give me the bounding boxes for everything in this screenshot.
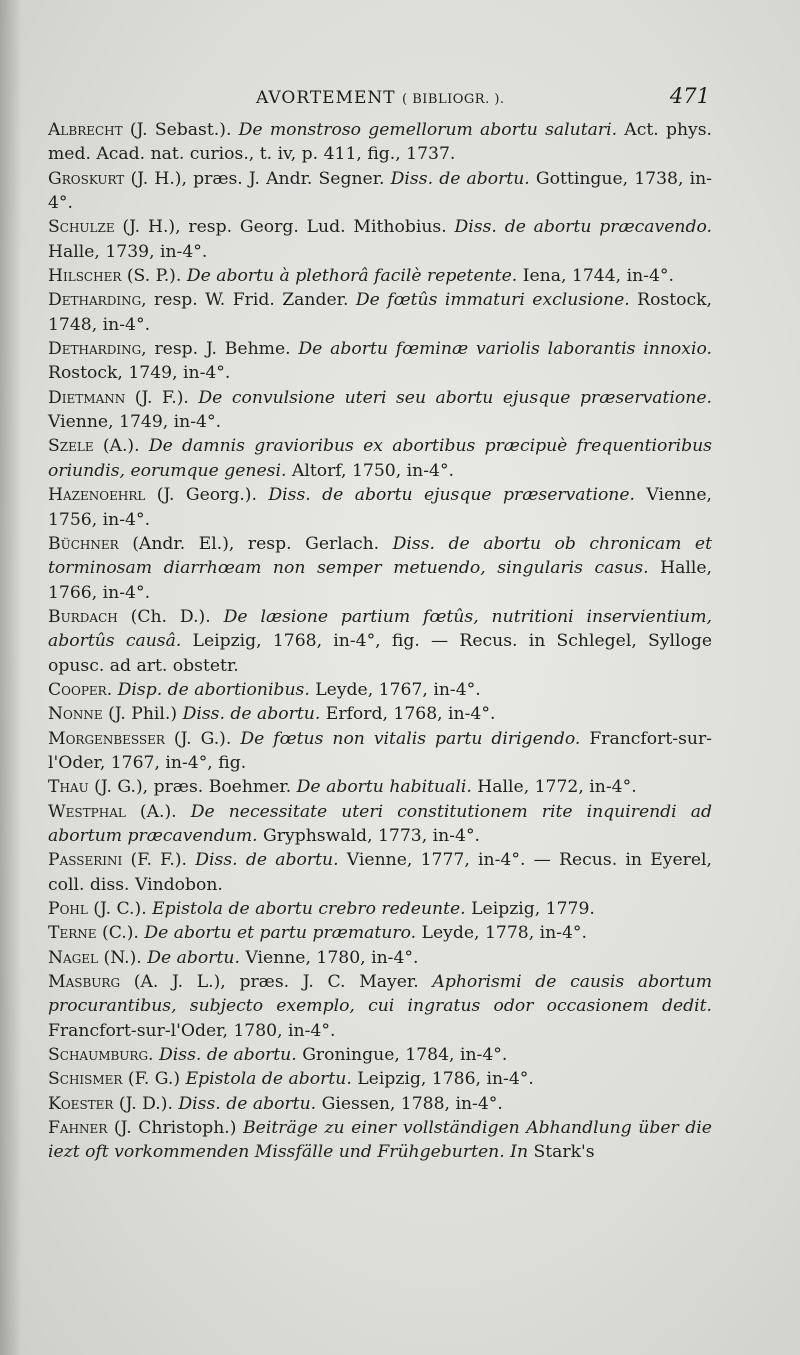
entry-title: De læsione partium fœtûs, nutritioni inservientium, abortûs causâ. (48, 606, 712, 652)
entry-author: Detharding (48, 290, 142, 311)
entry-title: Epistola de abortu crebro redeunte. (152, 899, 466, 919)
entry-publication: Leipzig, 1768, in-4°, fig. — Recus. in Schlegel, Sylloge opusc. ad art. obstetr. (48, 631, 712, 676)
entry-author-details: . (106, 679, 118, 700)
entry-author-details: (J. H.), resp. Georg. Lud. Mithobius. (114, 217, 455, 238)
entry-title: Diss. de abortu. (195, 850, 339, 871)
page-number: 471 (669, 84, 710, 108)
entry-title: Diss. de abortu præcavendo. (454, 217, 712, 238)
bibliography-entry (48, 775, 712, 799)
entry-title: Diss. de abortu. (158, 1045, 297, 1066)
entry-title: De abortu. (147, 947, 240, 968)
entry-publication: Stark's (528, 1142, 595, 1163)
entry-publication: Leipzig, 1786, in-4°. (351, 1069, 534, 1090)
entry-publication: Vienne, 1756, in-4°. (48, 485, 712, 530)
entry-author-details: (A.). (93, 436, 149, 457)
entry-author: Pohl (48, 899, 88, 919)
entry-publication: Halle, 1766, in-4°. (48, 558, 712, 603)
entry-author: Hazenoehrl (48, 485, 146, 506)
entry-publication: Gryphswald, 1773, in-4°. (257, 825, 481, 846)
entry-title: Aphorismi de causis abortum procurantibus, subjecto exemplo, cui ingratus odor occasionem dedit. (48, 972, 712, 1017)
entry-author-details: (Ch. D.). (117, 606, 224, 627)
entry-author-details: . (148, 1045, 159, 1066)
entry-author-details: (J. Georg.). (145, 485, 269, 506)
entry-author-details: (N.). (98, 947, 148, 968)
entry-title: Disp. de abortionibus. (117, 679, 310, 700)
bibliography-entry (48, 118, 712, 167)
entry-author: Groskurt (48, 168, 125, 189)
entry-title: De abortu habituali. (296, 777, 472, 798)
entry-publication: Gottingue, 1738, in-4°. (48, 168, 712, 214)
entry-publication: Rostock, 1749, in-4°. (48, 363, 231, 384)
bibliography-entry (48, 337, 712, 386)
entry-publication: Erford, 1768, in-4°. (320, 704, 496, 725)
running-title-main: AVORTEMENT (256, 88, 396, 108)
entry-author: Albrecht (48, 120, 123, 140)
entry-title: De fœtus non vitalis partu dirigendo. (240, 728, 581, 749)
entry-title: Diss. de abortu. (182, 704, 321, 725)
bibliography-entry (48, 434, 712, 483)
running-title (256, 88, 505, 108)
entry-author-details: , resp. W. Frid. Zander. (141, 290, 356, 311)
bibliography-entry (48, 702, 712, 726)
entry-title: De abortu fœminæ variolis laborantis innoxio. (298, 339, 712, 360)
entry-author-details: (J. G.), præs. Boehmer. (88, 777, 297, 798)
bibliography-entry (48, 167, 712, 216)
entry-title: De convulsione uteri seu abortu ejusque præservatione. (198, 387, 712, 408)
running-title-subtitle: ( BIBLIOGR. ). (402, 92, 505, 107)
entry-author-details: (J. D.). (113, 1093, 179, 1114)
entry-title: Epistola de abortu. (185, 1069, 352, 1090)
entry-publication: Francfort-sur-l'Oder, 1767, in-4°, fig. (48, 728, 712, 773)
entry-title: De abortu et partu præmaturo. (144, 923, 417, 944)
entry-publication: Groningue, 1784, in-4°. (296, 1045, 508, 1066)
entry-author: Terne (48, 923, 97, 944)
entry-publication: Vienne, 1780, in-4°. (239, 947, 419, 968)
entry-publication: Halle, 1772, in-4°. (471, 777, 637, 798)
binding-shadow (0, 0, 22, 1355)
bibliography-entry (48, 946, 712, 970)
bibliography-entry (48, 897, 712, 921)
entry-author: Burdach (48, 606, 118, 627)
entry-author: Schismer (48, 1069, 123, 1090)
bibliography-entry (48, 288, 712, 337)
entry-title: Diss. de abortu ejusque præservatione. (268, 485, 636, 506)
entry-author-details: (J. H.), præs. J. Andr. Segner. (124, 168, 391, 189)
entry-author-details: (J. Christoph.) (107, 1118, 244, 1139)
bibliography-entry (48, 386, 712, 435)
bibliography-entry (48, 1043, 712, 1067)
bibliography-entry (48, 848, 712, 897)
entry-author-details: (J. C.). (87, 899, 153, 919)
entry-publication: Leyde, 1767, in-4°. (309, 679, 481, 700)
entry-title: De necessitate uteri constitutionem rite inquirendi ad abortum præcavendum. (48, 801, 712, 846)
entry-author: Passerini (48, 850, 123, 871)
entry-title: Diss. de abortu. (178, 1093, 317, 1114)
entry-publication: Rostock, 1748, in-4°. (48, 290, 712, 335)
bibliography-entry (48, 215, 712, 264)
entry-author: Cooper (48, 679, 107, 700)
bibliography-entry (48, 264, 712, 288)
entry-author: Schaumburg (48, 1045, 149, 1066)
entry-publication: Vienne, 1749, in-4°. (48, 412, 222, 433)
entry-title: De abortu à plethorâ facilè repetente. (186, 266, 518, 287)
entry-author: Büchner (48, 533, 119, 554)
entry-author: Nagel (48, 947, 99, 968)
entry-author-details: (A.). (125, 801, 191, 822)
bibliography-list (48, 118, 712, 1165)
entry-author: Fahner (48, 1118, 108, 1139)
entry-author-details: (J. Phil.) (102, 704, 183, 725)
entry-publication: Halle, 1739, in-4°. (48, 241, 208, 262)
entry-author-details: (Andr. El.), resp. Gerlach. (118, 533, 393, 554)
entry-author-details: (C.). (96, 923, 145, 944)
entry-title: De damnis gravioribus ex abortibus præcipuè frequentioribus oriundis, eorumque genesi. (48, 436, 712, 481)
entry-author: Thau (48, 777, 89, 798)
entry-author-details: (F. F.). (122, 850, 196, 871)
entry-author-details: (J. Sebast.). (122, 120, 239, 140)
entry-author-details: (F. G.) (122, 1069, 186, 1090)
entry-author: Morgenbesser (48, 728, 165, 749)
entry-author: Detharding (48, 339, 142, 360)
entry-publication: Altorf, 1750, in-4°. (286, 460, 455, 481)
entry-title: De fœtûs immaturi exclusione. (355, 290, 630, 311)
entry-publication: Leipzig, 1779. (465, 899, 595, 919)
entry-author: Koester (48, 1093, 114, 1114)
bibliography-entry (48, 800, 712, 849)
entry-author: Schulze (48, 217, 115, 238)
entry-title: Diss. de abortu. (390, 168, 530, 189)
entry-author-details: (J. G.). (164, 728, 241, 749)
page-header (48, 86, 712, 116)
bibliography-entry (48, 605, 712, 678)
entry-author: Szele (48, 436, 94, 457)
bibliography-entry (48, 1067, 712, 1091)
entry-publication: Vienne, 1777, in-4°. — Recus. in Eyerel, coll. diss. Vindobon. (48, 850, 712, 895)
entry-title: Beiträge zu einer vollständigen Abhandlung über die iezt oft vorkommenden Missfälle und Frühgeburten. In (48, 1118, 712, 1163)
entry-author-details: , resp. J. Behme. (141, 339, 299, 360)
entry-title: Diss. de abortu ob chronicam et torminosam diarrhœam non semper metuendo, singularis casus. (48, 533, 713, 579)
entry-publication: Francfort-sur-l'Oder, 1780, in-4°. (48, 1020, 336, 1041)
entry-publication: Iena, 1744, in-4°. (517, 266, 674, 287)
bibliography-entry (48, 727, 712, 776)
entry-author: Hilscher (48, 266, 122, 287)
bibliography-entry (48, 483, 712, 532)
entry-author: Nonne (48, 704, 103, 725)
entry-author-details: (S. P.). (121, 266, 187, 287)
bibliography-entry (48, 970, 712, 1043)
bibliography-entry (48, 1116, 712, 1165)
bibliography-entry (48, 1092, 712, 1116)
entry-title: De monstroso gemellorum abortu salutari. (238, 120, 618, 140)
entry-publication: Giessen, 1788, in-4°. (316, 1093, 503, 1114)
entry-author-details: (J. F.). (125, 387, 199, 408)
entry-author: Masburg (48, 972, 121, 993)
entry-author: Westphal (48, 801, 126, 822)
entry-author-details: (A. J. L.), præs. J. C. Mayer. (120, 972, 433, 993)
bibliography-entry (48, 532, 712, 605)
bibliography-entry (48, 921, 712, 945)
entry-publication: Leyde, 1778, in-4°. (416, 923, 587, 944)
entry-publication: Act. phys. med. Acad. nat. curios., t. iv, p. 411, fig., 1737. (48, 120, 713, 165)
entry-author: Dietmann (48, 387, 126, 408)
bibliography-entry (48, 678, 712, 702)
